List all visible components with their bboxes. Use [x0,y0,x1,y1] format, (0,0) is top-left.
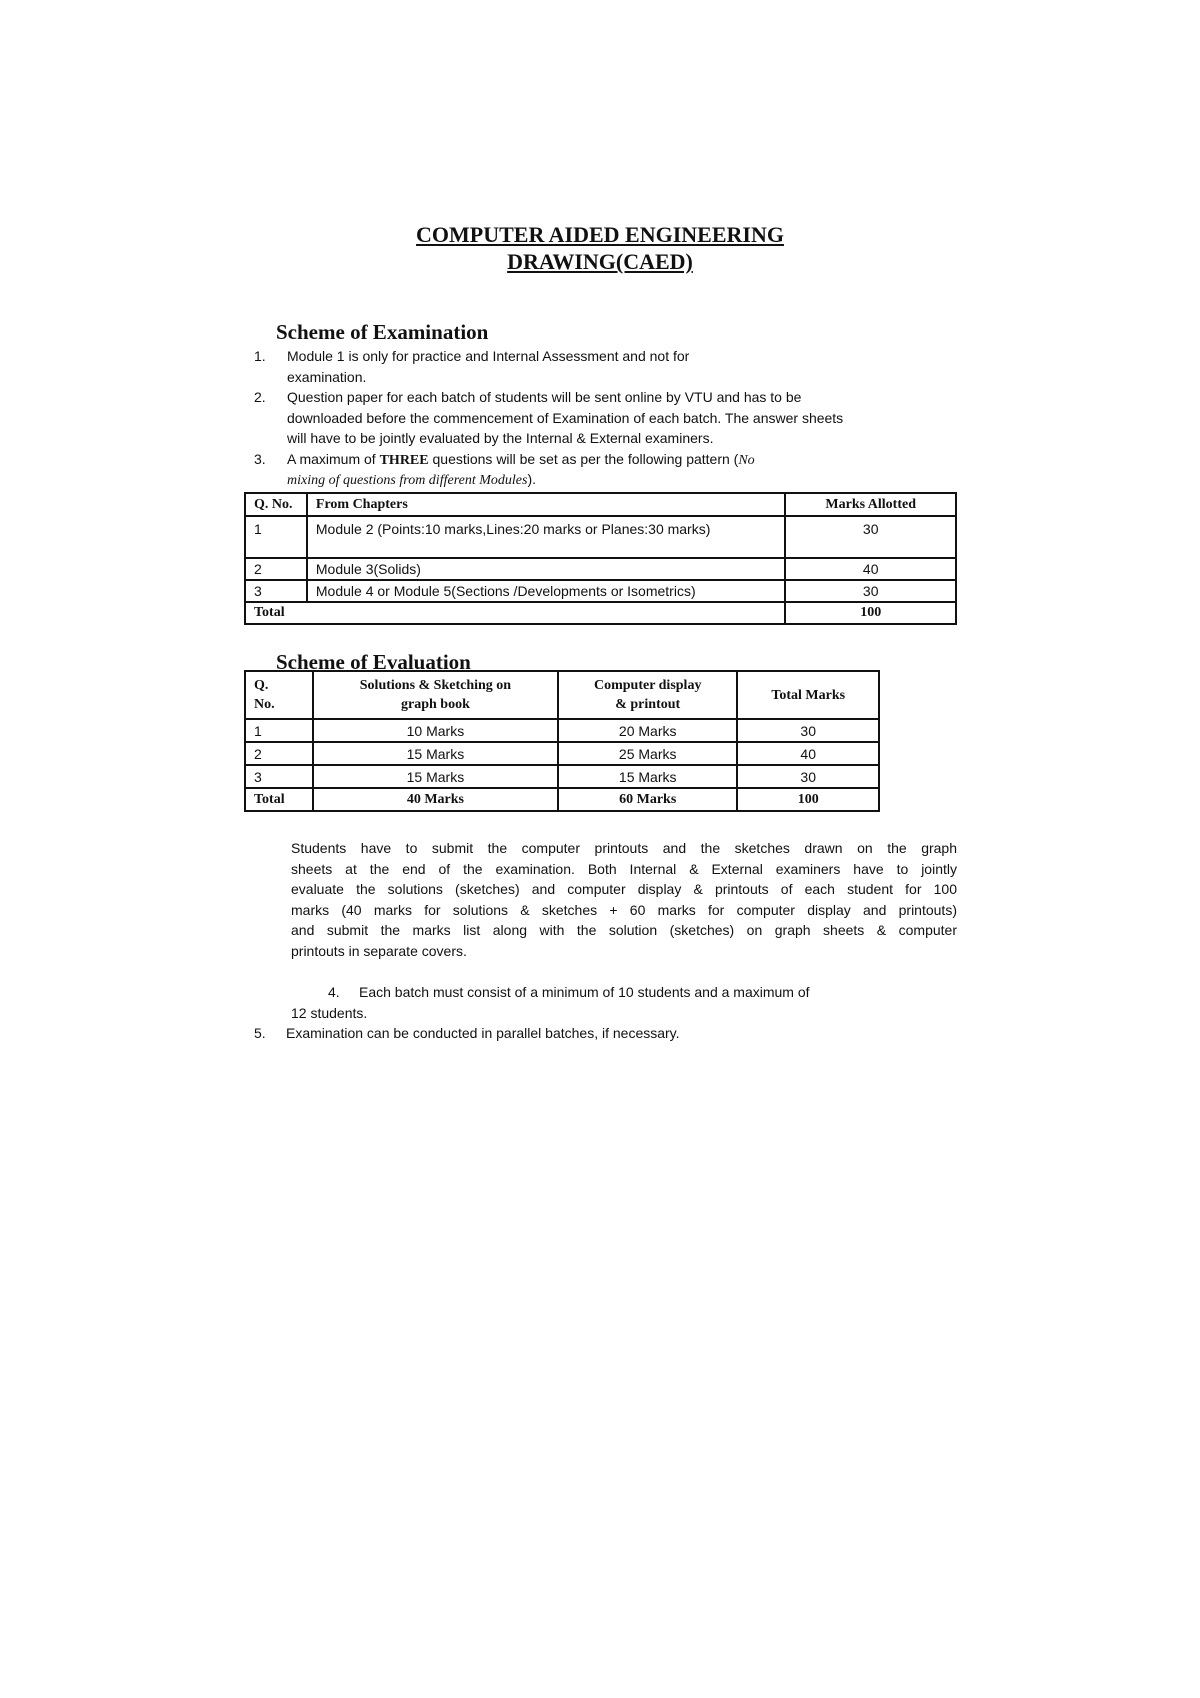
list-number: 4. [328,984,340,1000]
exam-rules-list [254,346,954,496]
list-item-text: ). [527,471,537,487]
paragraph-line: printouts in separate covers. [291,942,467,959]
table-cell: Module 2 (Points:10 marks,Lines:20 marks or Planes:30 marks) [307,516,786,558]
italic-note: mixing of questions from different Modules [287,473,528,488]
table-cell: Total [245,788,313,811]
table-cell: 30 [785,580,956,602]
exam-scheme-heading: Scheme of Examination [276,320,489,344]
table-row [245,558,956,580]
header-line: Q. [254,678,269,693]
paragraph-line: evaluate the solutions (sketches) and computer display & printouts of each student for 100 [291,881,957,897]
paragraph-line: sheets at the end of the examination. Both Internal & External examiners have to jointly [291,860,957,877]
list-item-text: Module 1 is only for practice and Internal Assessment and not for [287,348,690,364]
list-number: 3. [254,450,266,467]
header-line: No. [254,697,275,712]
column-header: Q. No. [245,493,307,516]
header-line: graph book [401,697,470,712]
paragraph-line: Students have to submit the computer printouts and the sketches drawn on the graph [291,840,957,856]
table-cell: 15 Marks [313,765,558,788]
submission-instructions-paragraph [291,838,957,961]
column-header [558,671,737,719]
document-title-line-1: COMPUTER AIDED ENGINEERING [416,222,784,247]
header-line: Total Marks [771,687,846,703]
table-cell: Module 4 or Module 5(Sections /Developments or Isometrics) [307,580,786,602]
table-header-row [245,671,879,719]
total-value: 100 [785,602,956,624]
table-total-row [245,602,956,624]
column-header: From Chapters [307,493,786,516]
exam-pattern-table [244,492,957,625]
list-number: 2. [254,389,266,405]
table-total-row [245,788,879,811]
header-line: Computer display [593,678,702,693]
table-cell: 40 [785,558,956,580]
table-cell: 30 [737,765,879,788]
total-label: Total [245,602,785,624]
list-number: 1. [254,348,266,364]
table-cell: 40 [737,742,879,765]
column-header [245,671,313,719]
table-row [245,580,956,602]
paragraph-line: marks (40 marks for solutions & sketches + 60 marks for computer display and printouts) [291,901,957,918]
table-cell: 1 [245,516,307,558]
table-cell: 3 [245,765,313,788]
table-cell: 60 Marks [558,788,737,811]
list-item-text: Question paper for each batch of students will be sent online by VTU and has to be [287,389,802,405]
list-item-text: Examination can be conducted in parallel batches, if necessary. [286,1025,680,1041]
table-row [245,765,879,788]
paragraph-line: and submit the marks list along with the solution (sketches) on graph sheets & computer [291,922,957,938]
header-line: Solutions & Sketching on [359,678,512,693]
list-item-text: downloaded before the commencement of Examination of each batch. The answer sheets [287,409,844,426]
list-item-text [287,469,536,492]
document-title-line-2: DRAWING(CAED) [507,249,693,274]
table-cell: 30 [785,516,956,558]
eval-scheme-heading: Scheme of Evaluation [276,650,471,674]
table-row [245,742,879,765]
italic-note: No [738,452,755,468]
list-item-text [287,449,755,472]
table-cell: 20 Marks [558,719,737,742]
emphasis-three: THREE [379,452,429,468]
table-cell: Module 3(Solids) [307,558,786,580]
list-number: 5. [254,1025,266,1041]
column-header: Marks Allotted [785,493,956,516]
table-cell: 25 Marks [558,742,737,765]
table-row [245,719,879,742]
table-header-row [245,493,956,516]
list-item-text: examination. [287,368,367,385]
table-cell: 15 Marks [558,765,737,788]
column-header [313,671,558,719]
list-item-text: will have to be jointly evaluated by the Internal & External examiners. [287,430,714,446]
table-cell: 30 [737,719,879,742]
table-cell: 10 Marks [313,719,558,742]
header-line: & printout [615,697,681,712]
table-cell: 2 [245,742,313,765]
column-header [737,671,879,719]
evaluation-table [244,670,880,812]
table-cell: 3 [245,580,307,602]
table-cell: 15 Marks [313,742,558,765]
table-row [245,516,956,558]
table-cell: 1 [245,719,313,742]
list-item-text: A maximum of [287,450,380,467]
table-cell: 100 [737,788,879,811]
table-cell: 40 Marks [313,788,558,811]
list-item-text: 12 students. [291,1004,368,1021]
list-item-text: Each batch must consist of a minimum of 10 students and a maximum of [359,984,810,1000]
list-item-text: questions will be set as per the following pattern ( [428,450,739,467]
table-cell: 2 [245,558,307,580]
